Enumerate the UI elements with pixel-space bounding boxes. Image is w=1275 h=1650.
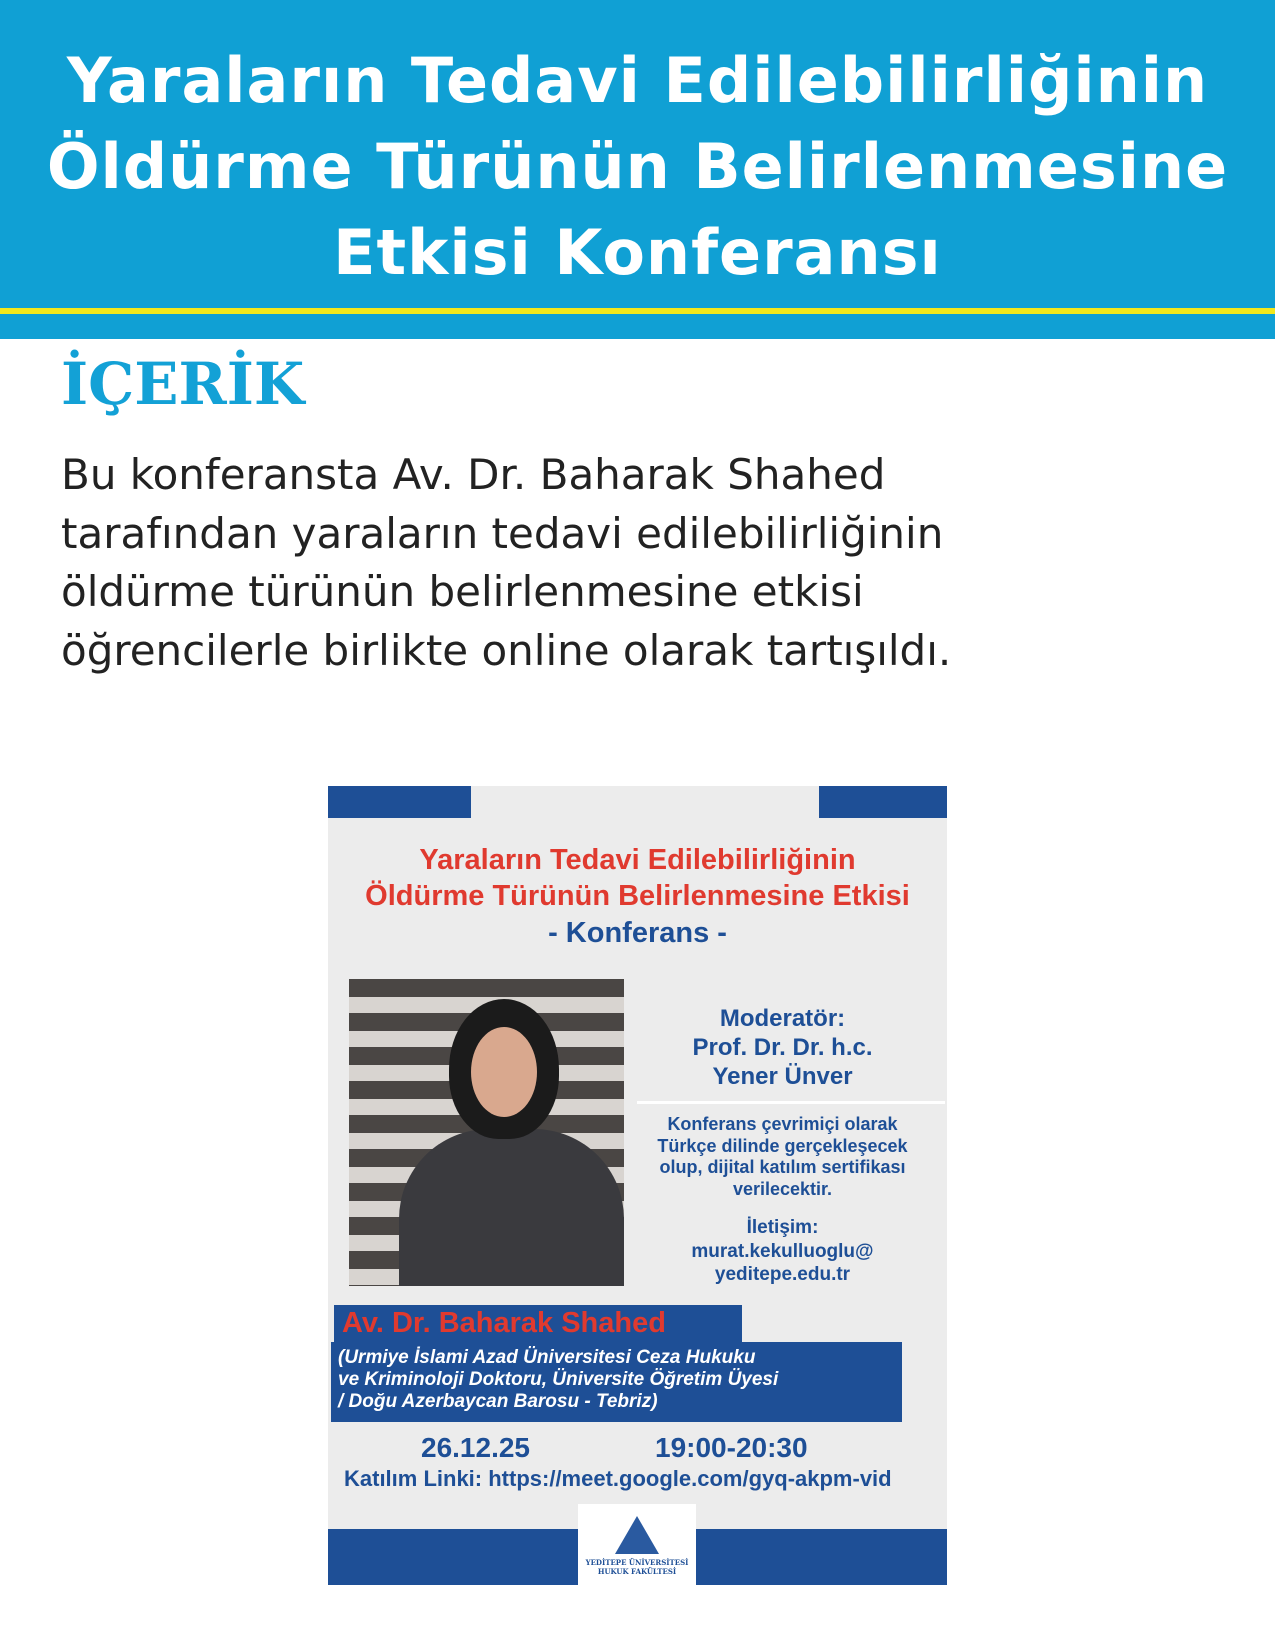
speaker-affiliation [331,1342,902,1422]
title-line: Etkisi Konferansı [333,216,942,289]
logo-triangle-icon [615,1516,659,1554]
info-line: Konferans çevrimiçi olarak [667,1114,898,1134]
photo-suit [399,1129,624,1286]
event-time: 19:00-20:30 [655,1432,808,1463]
conference-info [618,1114,947,1200]
poster-title-line: Yaraların Tedavi Edilebilirliğinin [419,844,856,876]
contact-line: yeditepe.edu.tr [714,1264,851,1285]
contact-line: murat.kekulluoglu@ [691,1240,874,1262]
content-body [61,446,1211,680]
logo-text: YEDİTEPE ÜNİVERSİTESİ [585,1558,689,1567]
page-title [0,38,1275,296]
info-line: verilecektir. [732,1178,833,1199]
poster-title-line: Öldürme Türünün Belirlenmesine Etkisi [365,880,910,912]
content-heading: İÇERİK [61,350,305,418]
affiliation-line: / Doğu Azerbaycan Barosu - Tebriz) [338,1391,658,1412]
title-line: Yaraların Tedavi Edilebilirliğinin [66,44,1209,117]
affiliation-line: (Urmiye İslami Azad Üniversitesi Ceza Hukuku [338,1347,756,1368]
divider [637,1101,945,1104]
poster-subtitle: - Konferans - [548,917,727,949]
moderator-line: Yener Ünver [712,1063,853,1090]
moderator-line: Moderatör: [719,1005,846,1032]
speaker-photo [349,979,624,1286]
logo-text: HUKUK FAKÜLTESİ [597,1567,677,1576]
info-line: Türkçe dilinde gerçekleşecek [657,1135,908,1156]
header-bottom-band [0,314,1275,339]
conference-poster [328,786,947,1585]
contact-info [618,1216,947,1287]
info-line: olup, dijital katılım sertifikası [659,1157,906,1177]
event-date: 26.12.25 [421,1432,530,1463]
meeting-link: Katılım Linki: https://meet.google.com/gyq-akpm-vid [344,1466,892,1491]
title-line: Öldürme Türünün Belirlenmesine [46,130,1229,203]
contact-line: İletişim: [746,1217,819,1238]
moderator-info [618,1004,947,1091]
poster-top-bar-right [819,786,947,818]
body-line: Bu konferansta Av. Dr. Baharak Shahed [61,450,886,499]
university-logo [578,1504,696,1585]
body-line: öğrencilerle birlikte online olarak tartışıldı. [61,625,952,675]
poster-top-bar-left [328,786,471,818]
body-line: tarafından yaraların tedavi edilebilirliğinin [61,508,944,558]
body-line: öldürme türünün belirlenmesine etkisi [61,567,864,616]
moderator-line: Prof. Dr. Dr. h.c. [692,1034,873,1061]
photo-head [449,999,559,1139]
affiliation-line: ve Kriminoloji Doktoru, Üniversite Öğretim Üyesi [338,1369,779,1390]
poster-title [328,842,947,914]
speaker-name: Av. Dr. Baharak Shahed [334,1305,742,1342]
